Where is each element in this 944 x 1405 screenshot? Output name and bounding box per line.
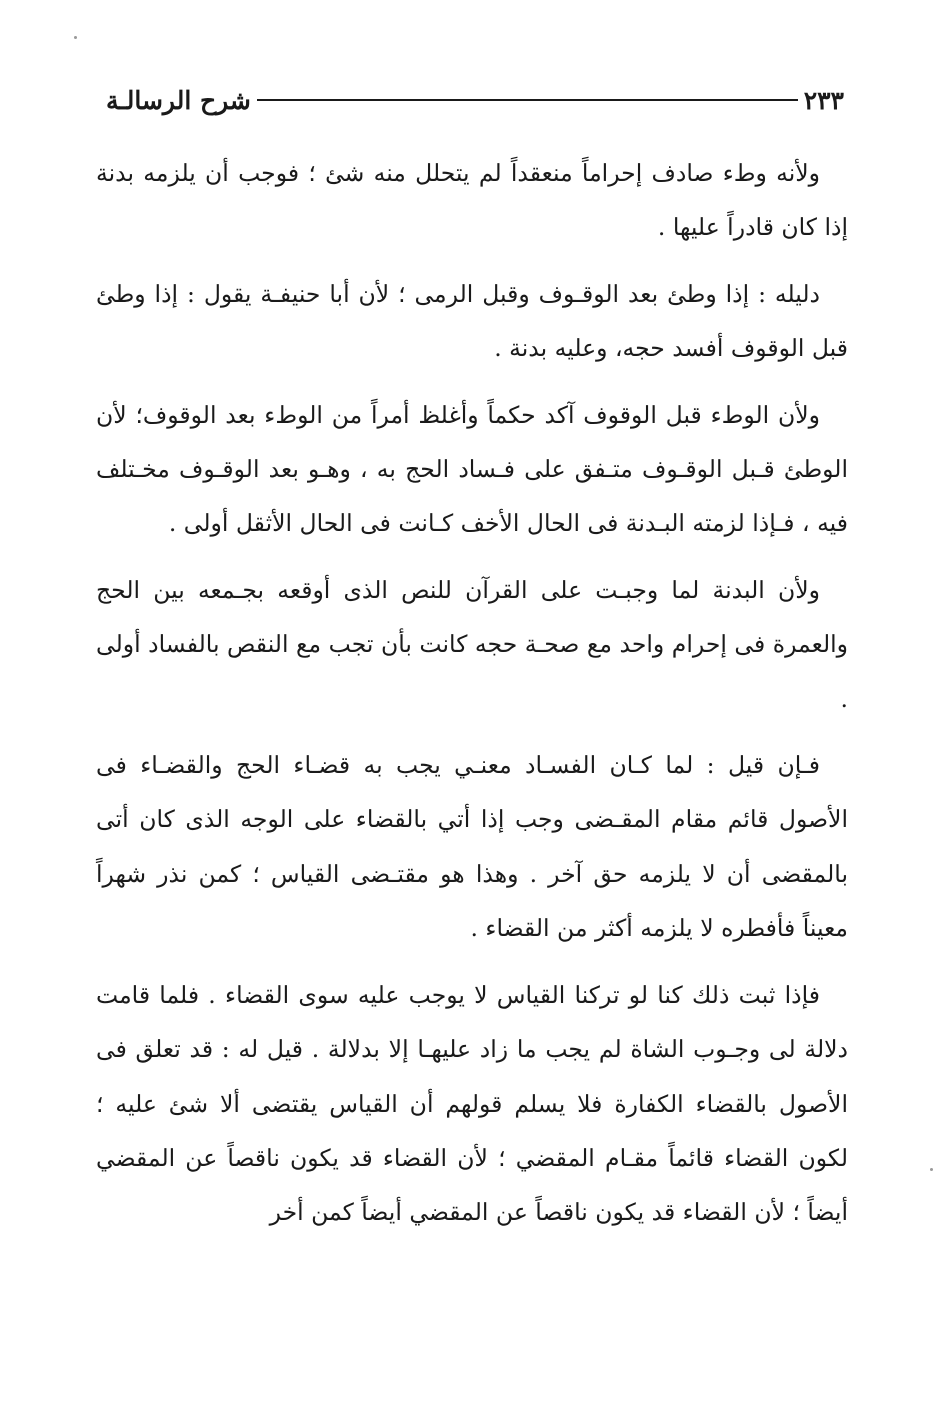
- page-number: ٢٣٣: [803, 85, 844, 115]
- paragraph: فـإن قيل : لما كـان الفسـاد معنـي يجب به قضـاء الحج والقضـاء فى الأصول قائم مقام المقـضى وجب إذا أتي بالقضاء على الوجه الذى كان أتى بالمقضى أن لا يلزمه حق آخر . وهذا هو مقتـضى القياس ؛ كمن نذر شهراً معيناً فأفطره لا يلزمه أكثر من القضاء .: [96, 751, 848, 943]
- header-title: شرح الرسالـة: [106, 85, 251, 115]
- paragraph: دليله : إذا وطئ بعد الوقـوف وقبل الرمى ؛ لأن أبا حنيفـة يقول : إذا وطئ قبل الوقوف أفسد حجه، وعليه بدنة .: [96, 279, 848, 363]
- body-text: [96, 146, 848, 1240]
- paragraph: فإذا ثبت ذلك كنا لو تركنا القياس لا يوجب عليه سوى القضاء . فلما قامت دلالة لى وجـوب الشاة لم يجب ما زاد عليهـا إلا بدلالة . قيل له : قد تعلق فى الأصول بالقضاء الكفارة فلا يسلم قولهم أن القياس يقتضى ألا شئ عليه ؛ لكون القضاء قائماً مقـام المقضي ؛ لأن القضاء قد يكون ناقصاً عن المقضي أيضاً ؛ لأن القضاء قد يكون ناقصاً عن المقضي أيضاً كمن أخر: [96, 980, 848, 1227]
- running-header: [96, 82, 848, 118]
- header-rule: [257, 99, 798, 101]
- paragraph: ولأن الوطء قبل الوقوف آكد حكماً وأغلظ أمراً من الوطء بعد الوقوف؛ لأن الوطئ قـبل الوقـوف متـفق على فـساد الحج به ، وهـو بعد الوقـوف مخـتلف فيه ، فـإذا لزمته البـدنة فى الحال الأخف كـانت فى الحال الأثقل أولى .: [96, 400, 848, 538]
- paragraph: ولأن البدنة لما وجبـت على القرآن للنص الذى أوقعه بجـمعه بين الحج والعمرة فى إحرام واحد مع صحـة حجه كانت بأن تجب مع النقص بالفساد أولى .: [96, 575, 848, 713]
- scan-speck: [930, 1168, 933, 1171]
- scan-speck: [74, 36, 77, 39]
- paragraph: ولأنه وطء صادف إحراماً منعقداً لم يتحلل منه شئ ؛ فوجب أن يلزمه بدنة إذا كان قادراً عليها .: [96, 159, 848, 242]
